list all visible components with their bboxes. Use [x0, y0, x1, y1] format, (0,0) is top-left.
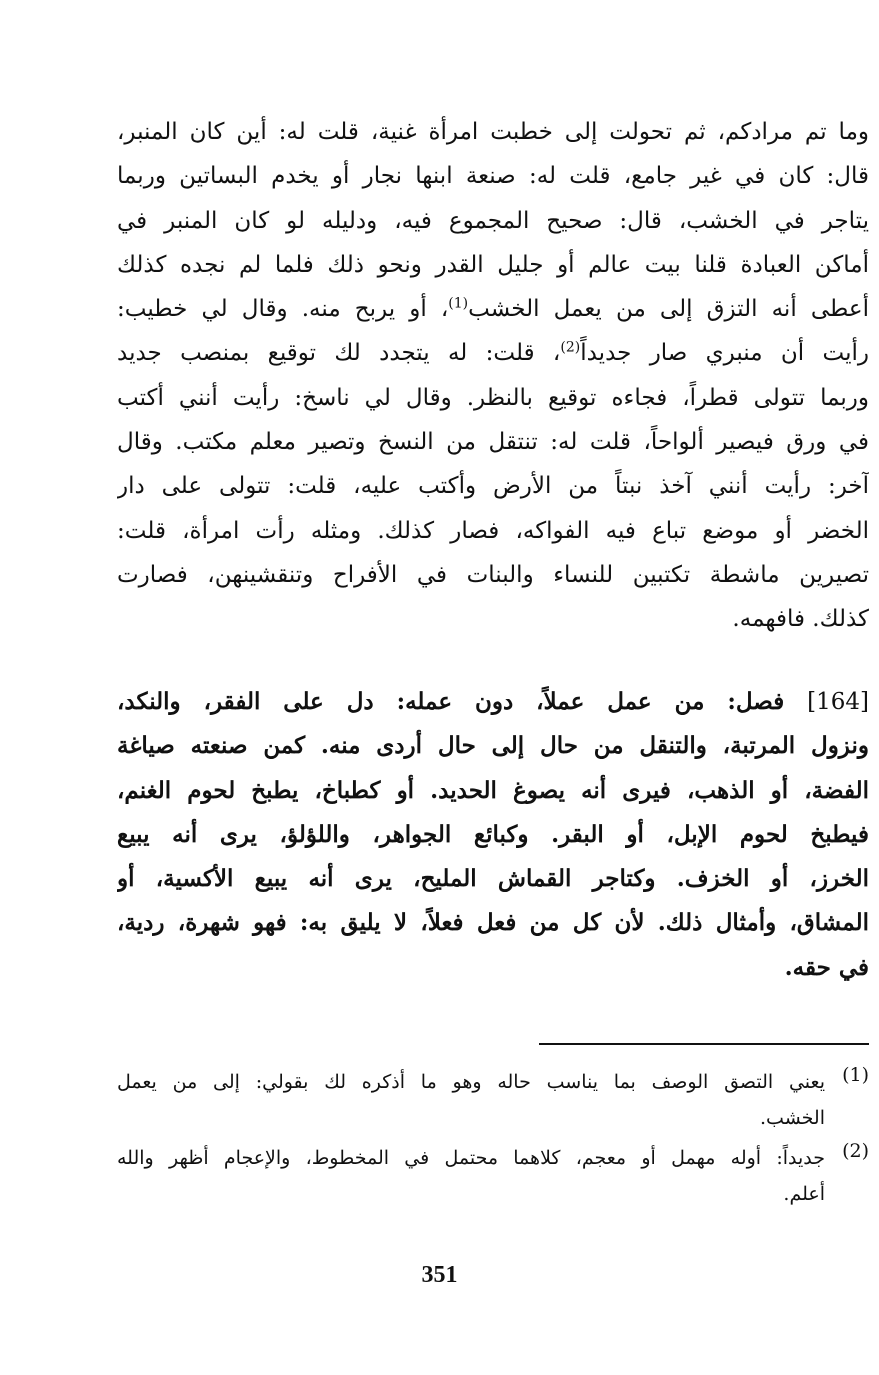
text-line: الخضر أو موضع تباع فيه الفواكه، فصار كذلك. ومثله رأت امرأة، قلت: — [117, 517, 869, 544]
text-line: يتاجر في الخشب، قال: صحيح المجموع فيه، ودليله لو كان المنبر في — [117, 207, 869, 234]
text-line: تصيرين ماشطة تكتبين للنساء والبنات في الأفراح وتنقشينهن، فصارت — [117, 561, 869, 588]
text-line: آخر: رأيت أنني آخذ نبتاً من الأرض وأكتب عليه، قلت: تتولى على دار — [117, 473, 869, 500]
text-line: المشاق، وأمثال ذلك. لأن كل من فعل فعلاً، لا يليق به: فهو شهرة، ردية، — [117, 909, 869, 937]
text-segment: ، أو يربح منه. وقال لي خطيب: — [117, 296, 449, 323]
text-line: قال: كان في غير جامع، قلت له: صنعة ابنها نجار أو يخدم البساتين وربما — [117, 163, 869, 190]
text-segment: رأيت أن منبري صار جديداً — [580, 340, 869, 367]
text-segment: ، قلت: له يتجدد لك توقيع بمنصب جديد — [117, 340, 561, 367]
footnote-number: (2) — [842, 1140, 869, 1162]
main-paragraph — [117, 110, 869, 642]
text-segment: أعطى أنه التزق إلى من يعمل الخشب — [468, 296, 869, 323]
footnote-body — [117, 1064, 825, 1136]
text-line: في حقه. — [784, 953, 869, 981]
text-line: أماكن العبادة قلنا بيت عالم أو جليل القدر ونحو ذلك فلما لم نجده كذلك — [117, 251, 869, 278]
text-line — [117, 287, 869, 331]
text-line: الفضة، أو الذهب، فيرى أنه يصوغ الحديد. أو كطباخ، يطبخ لحوم الغنم، — [117, 776, 869, 804]
page-number: 351 — [421, 1262, 458, 1288]
footnote-ref-2[interactable]: (2) — [560, 339, 581, 356]
text-line: في ورق فيصير ألواحاً، قلت له: تنتقل من النسخ وتصير معلم مكتب. وقال — [117, 429, 869, 456]
text-line — [117, 331, 869, 375]
text-segment: فصل: من عمل عملاً، دون عمله: دل على الفقر، والنكد، — [117, 688, 785, 715]
footnote-number: (1) — [842, 1064, 869, 1086]
footnote-line: الخشب. — [760, 1107, 825, 1129]
text-line: وربما تتولى قطراً، فجاءه توقيع بالنظر. وقال لي ناسخ: رأيت أنني أكتب — [117, 384, 869, 411]
text-line: ونزول المرتبة، والتنقل من حال إلى حال أردى منه. كمن صنعته صياغة — [117, 732, 869, 760]
text-line: فيطبخ لحوم الإبل، أو البقر. وكبائع الجواهر، واللؤلؤ، يرى أنه يبيع — [117, 820, 869, 848]
text-line: الخرز، أو الخزف. وكتاجر القماش المليح، يرى أنه يبيع الأكسية، أو — [117, 865, 869, 893]
footnote-line: يعني التصق الوصف بما يناسب حاله وهو ما أذكره لك بقولي: إلى من يعمل — [117, 1071, 825, 1093]
text-line — [117, 680, 869, 724]
text-line: كذلك. فافهمه. — [732, 606, 869, 633]
footnote-2 — [117, 1140, 869, 1212]
section-number: [164] — [807, 689, 869, 715]
section-paragraph — [117, 680, 869, 990]
footnote-body — [117, 1140, 825, 1212]
footnote-line: أعلم. — [783, 1183, 825, 1205]
footnote-divider — [539, 1043, 869, 1045]
footnote-ref-1[interactable]: (1) — [448, 295, 469, 312]
text-line: وما تم مرادكم، ثم تحولت إلى خطبت امرأة غنية، قلت له: أين كان المنبر، — [117, 119, 869, 145]
footnote-line: جديداً: أوله مهمل أو معجم، كلاهما محتمل في المخطوط، والإعجام أظهر والله — [117, 1147, 825, 1169]
footnote-1 — [117, 1064, 869, 1136]
